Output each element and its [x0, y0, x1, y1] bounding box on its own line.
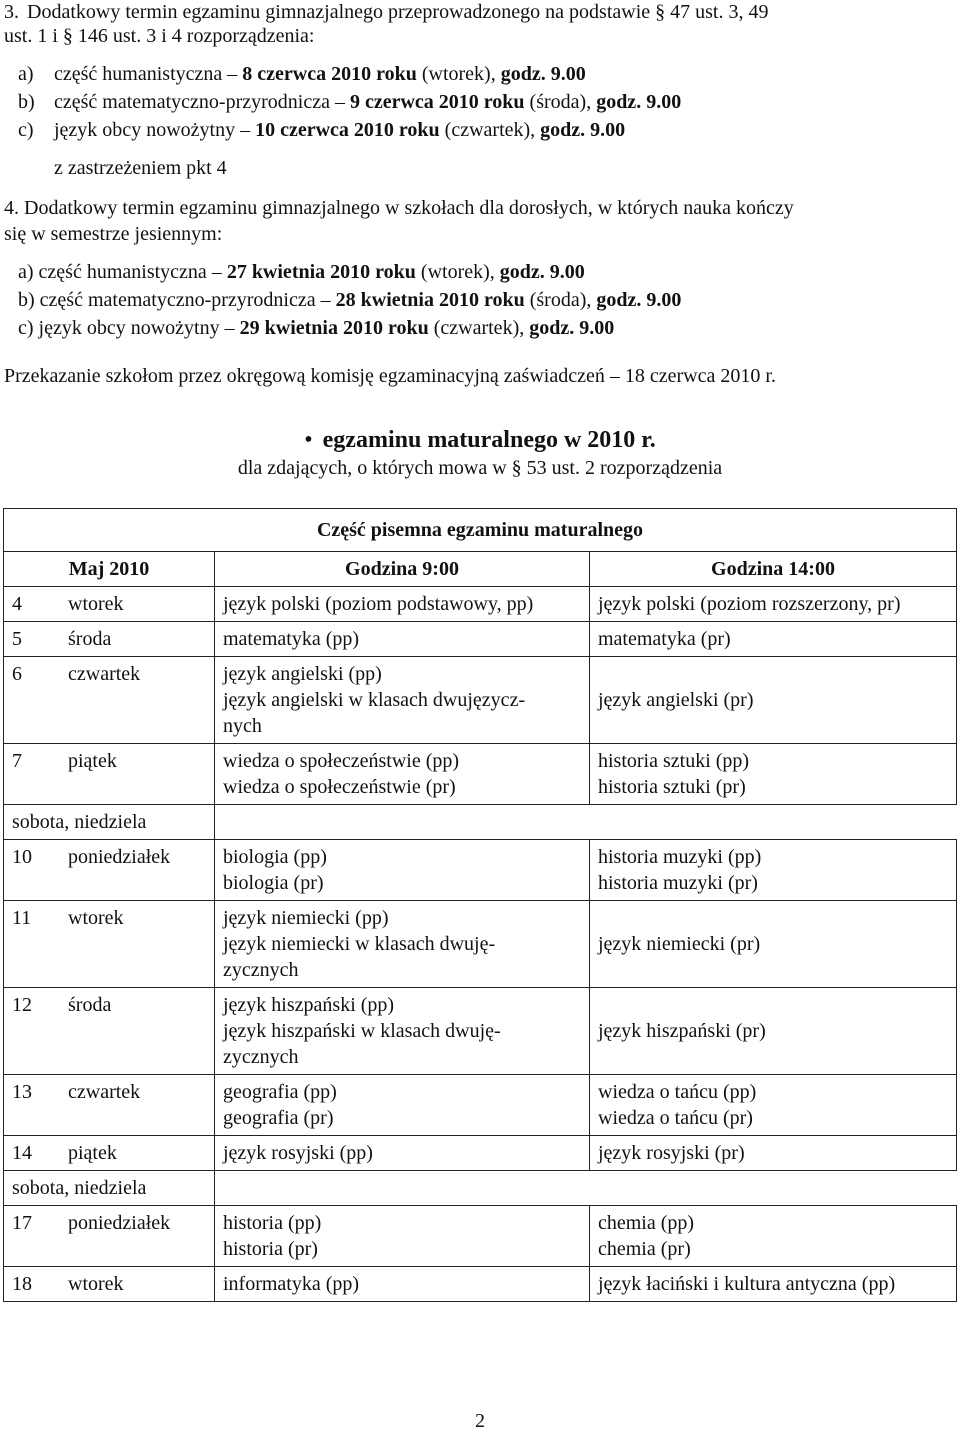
table-row: [4, 622, 957, 657]
morning-exam-cell: [215, 988, 590, 1075]
weekend-label: sobota, niedziela: [4, 805, 215, 840]
item-letter: c): [18, 317, 34, 339]
table-row: [4, 587, 957, 622]
day-number: 17: [12, 1212, 32, 1234]
matura-subtitle: dla zdających, o których mowa w § 53 ust. 2 rozporządzenia: [237, 457, 723, 479]
afternoon-exam-cell: [590, 1136, 957, 1171]
exam-subject: chemia (pp): [598, 1212, 695, 1234]
exam-subject: zycznych: [223, 1046, 299, 1068]
date-cell: [4, 1075, 215, 1136]
item-time: godz. 9.00: [596, 91, 682, 113]
weekday: wtorek: [68, 593, 124, 615]
table-row: [4, 840, 957, 901]
morning-exam-cell: [215, 1136, 590, 1171]
table-title-row: [4, 509, 957, 552]
item-text: język obcy nowożytny –: [54, 119, 256, 141]
item-date: 29 kwietnia 2010 roku: [239, 317, 429, 339]
day-number: 5: [12, 628, 22, 650]
date-cell: [4, 744, 215, 805]
empty-cell: [215, 1171, 957, 1206]
weekday: piątek: [68, 1142, 117, 1164]
day-number: 14: [12, 1142, 32, 1164]
table-row: [4, 901, 957, 988]
exam-subject: geografia (pp): [223, 1081, 337, 1103]
item-date: 27 kwietnia 2010 roku: [226, 261, 416, 283]
page-number: 2: [475, 1410, 485, 1432]
table-row: [4, 1075, 957, 1136]
section-3-item-b: [54, 90, 681, 114]
item-time: godz. 9.00: [499, 261, 585, 283]
afternoon-exam-cell: [590, 1267, 957, 1302]
item-day: (czwartek),: [428, 317, 530, 339]
item-date: 10 czerwca 2010 roku: [255, 119, 440, 141]
afternoon-exam-cell: [590, 988, 957, 1075]
weekday: poniedziałek: [68, 1212, 171, 1234]
exam-schedule-table: [3, 508, 957, 1302]
morning-exam-cell: [215, 622, 590, 657]
table-row: [4, 744, 957, 805]
section-3-heading-line2: ust. 1 i § 146 ust. 3 i 4 rozporządzenia:: [4, 25, 315, 47]
empty-cell: [215, 805, 957, 840]
afternoon-exam-cell: [590, 587, 957, 622]
matura-heading: [0, 426, 960, 454]
weekday: piątek: [68, 750, 117, 772]
exam-subject: język hiszpański w klasach dwuję-: [223, 1020, 501, 1042]
date-cell: [4, 901, 215, 988]
exam-subject: język hiszpański (pp): [223, 994, 395, 1016]
exam-subject: język łaciński i kultura antyczna (pp): [598, 1273, 896, 1295]
section-3-number: 3.: [4, 1, 19, 23]
date-cell: [4, 622, 215, 657]
exam-subject: nych: [223, 715, 262, 737]
table-row: [4, 1267, 957, 1302]
exam-subject: język rosyjski (pp): [223, 1142, 373, 1164]
day-number: 10: [12, 846, 32, 868]
weekday: wtorek: [68, 907, 124, 929]
section-4-item-a: [18, 260, 585, 284]
exam-subject: historia muzyki (pp): [598, 846, 762, 868]
column-header-morning: Godzina 9:00: [215, 552, 590, 587]
section-3-note: z zastrzeżeniem pkt 4: [54, 157, 227, 179]
weekend-label: sobota, niedziela: [4, 1171, 215, 1206]
exam-subject: język angielski w klasach dwujęzycz-: [223, 689, 526, 711]
afternoon-exam-cell: [590, 1075, 957, 1136]
item-date: 8 czerwca 2010 roku: [242, 63, 417, 85]
date-cell: [4, 1206, 215, 1267]
exam-subject: matematyka (pp): [223, 628, 360, 650]
exam-subject: język angielski (pr): [598, 689, 754, 711]
item-day: (wtorek),: [416, 63, 501, 85]
morning-exam-cell: [215, 657, 590, 744]
item-text: część humanistyczna –: [38, 261, 227, 283]
exam-subject: wiedza o tańcu (pp): [598, 1081, 757, 1103]
weekday: wtorek: [68, 1273, 124, 1295]
column-header-date: Maj 2010: [4, 552, 215, 587]
exam-subject: język niemiecki (pr): [598, 933, 761, 955]
date-cell: [4, 657, 215, 744]
item-text: część humanistyczna –: [54, 63, 243, 85]
morning-exam-cell: [215, 1206, 590, 1267]
date-cell: [4, 587, 215, 622]
section-3-item-a: [54, 62, 586, 86]
exam-subject: wiedza o społeczeństwie (pp): [223, 750, 460, 772]
exam-subject: historia sztuki (pp): [598, 750, 750, 772]
item-date: 28 kwietnia 2010 roku: [335, 289, 525, 311]
date-cell: [4, 840, 215, 901]
section-4-heading-line2: się w semestrze jesiennym:: [4, 223, 223, 245]
section-3-item-letter: b): [18, 91, 35, 113]
section-3-item-c: [54, 118, 625, 142]
morning-exam-cell: [215, 840, 590, 901]
morning-exam-cell: [215, 587, 590, 622]
date-cell: [4, 1267, 215, 1302]
exam-subject: historia sztuki (pr): [598, 776, 746, 798]
weekday: czwartek: [68, 1081, 141, 1103]
morning-exam-cell: [215, 901, 590, 988]
item-day: (środa),: [524, 91, 597, 113]
exam-subject: historia muzyki (pr): [598, 872, 758, 894]
exam-subject: geografia (pr): [223, 1107, 334, 1129]
exam-subject: język niemiecki (pp): [223, 907, 389, 929]
day-number: 4: [12, 593, 22, 615]
item-time: godz. 9.00: [500, 63, 586, 85]
section-4-item-c: [18, 316, 614, 340]
morning-exam-cell: [215, 744, 590, 805]
morning-exam-cell: [215, 1075, 590, 1136]
exam-subject: historia (pr): [223, 1238, 318, 1260]
exam-subject: chemia (pr): [598, 1238, 691, 1260]
afternoon-exam-cell: [590, 1206, 957, 1267]
date-cell: [4, 1136, 215, 1171]
exam-subject: język niemiecki w klasach dwuję-: [223, 933, 496, 955]
section-3-heading-line1: Dodatkowy termin egzaminu gimnazjalnego przeprowadzonego na podstawie § 47 ust. 3, 49: [27, 1, 769, 23]
day-number: 12: [12, 994, 32, 1016]
item-letter: a): [18, 261, 34, 283]
section-4-heading-line1: 4. Dodatkowy termin egzaminu gimnazjalnego w szkołach dla dorosłych, w których nauka kończy: [4, 197, 794, 219]
item-time: godz. 9.00: [529, 317, 615, 339]
section-3-item-letter: a): [18, 63, 34, 85]
item-day: (czwartek),: [439, 119, 541, 141]
item-time: godz. 9.00: [540, 119, 626, 141]
exam-subject: wiedza o tańcu (pr): [598, 1107, 753, 1129]
exam-subject: historia (pp): [223, 1212, 322, 1234]
exam-subject: język rosyjski (pr): [598, 1142, 745, 1164]
section-4-item-b: [18, 288, 681, 312]
afternoon-exam-cell: [590, 622, 957, 657]
table-row: [4, 1206, 957, 1267]
afternoon-exam-cell: [590, 657, 957, 744]
item-time: godz. 9.00: [596, 289, 682, 311]
item-date: 9 czerwca 2010 roku: [349, 91, 525, 113]
morning-exam-cell: [215, 1267, 590, 1302]
day-number: 11: [12, 907, 32, 929]
item-letter: b): [18, 289, 35, 311]
transfer-note: Przekazanie szkołom przez okręgową komisję egzaminacyjną zaświadczeń – 18 czerwca 2010 r.: [4, 365, 776, 387]
bullet-icon: •: [304, 427, 313, 453]
exam-subject: informatyka (pp): [223, 1273, 360, 1295]
day-number: 6: [12, 663, 22, 685]
matura-title: egzaminu maturalnego w 2010 r.: [322, 427, 656, 453]
exam-subject: język angielski (pp): [223, 663, 382, 685]
table-header-row: [4, 552, 957, 587]
weekday: środa: [68, 994, 112, 1016]
item-day: (środa),: [524, 289, 597, 311]
day-number: 18: [12, 1273, 32, 1295]
date-cell: [4, 988, 215, 1075]
item-text: język obcy nowożytny –: [38, 317, 240, 339]
exam-subject: zycznych: [223, 959, 299, 981]
afternoon-exam-cell: [590, 901, 957, 988]
day-number: 13: [12, 1081, 32, 1103]
exam-subject: matematyka (pr): [598, 628, 731, 650]
weekend-row: [4, 805, 957, 840]
weekday: poniedziałek: [68, 846, 171, 868]
exam-subject: biologia (pp): [223, 846, 327, 868]
exam-subject: biologia (pr): [223, 872, 324, 894]
table-row: [4, 657, 957, 744]
exam-subject: wiedza o społeczeństwie (pr): [223, 776, 456, 798]
exam-subject: język polski (poziom podstawowy, pp): [223, 593, 534, 615]
exam-subject: język hiszpański (pr): [598, 1020, 766, 1042]
item-text: część matematyczno-przyrodnicza –: [54, 91, 350, 113]
weekend-row: [4, 1171, 957, 1206]
item-day: (wtorek),: [415, 261, 500, 283]
day-number: 7: [12, 750, 22, 772]
afternoon-exam-cell: [590, 840, 957, 901]
weekday: środa: [68, 628, 112, 650]
afternoon-exam-cell: [590, 744, 957, 805]
exam-subject: język polski (poziom rozszerzony, pr): [598, 593, 901, 615]
item-text: część matematyczno-przyrodnicza –: [39, 289, 336, 311]
section-3-item-letter: c): [18, 119, 34, 141]
table-row: [4, 988, 957, 1075]
table-title: Część pisemna egzaminu maturalnego: [4, 509, 957, 552]
table-row: [4, 1136, 957, 1171]
column-header-afternoon: Godzina 14:00: [590, 552, 957, 587]
weekday: czwartek: [68, 663, 141, 685]
table-body: [4, 587, 957, 1302]
